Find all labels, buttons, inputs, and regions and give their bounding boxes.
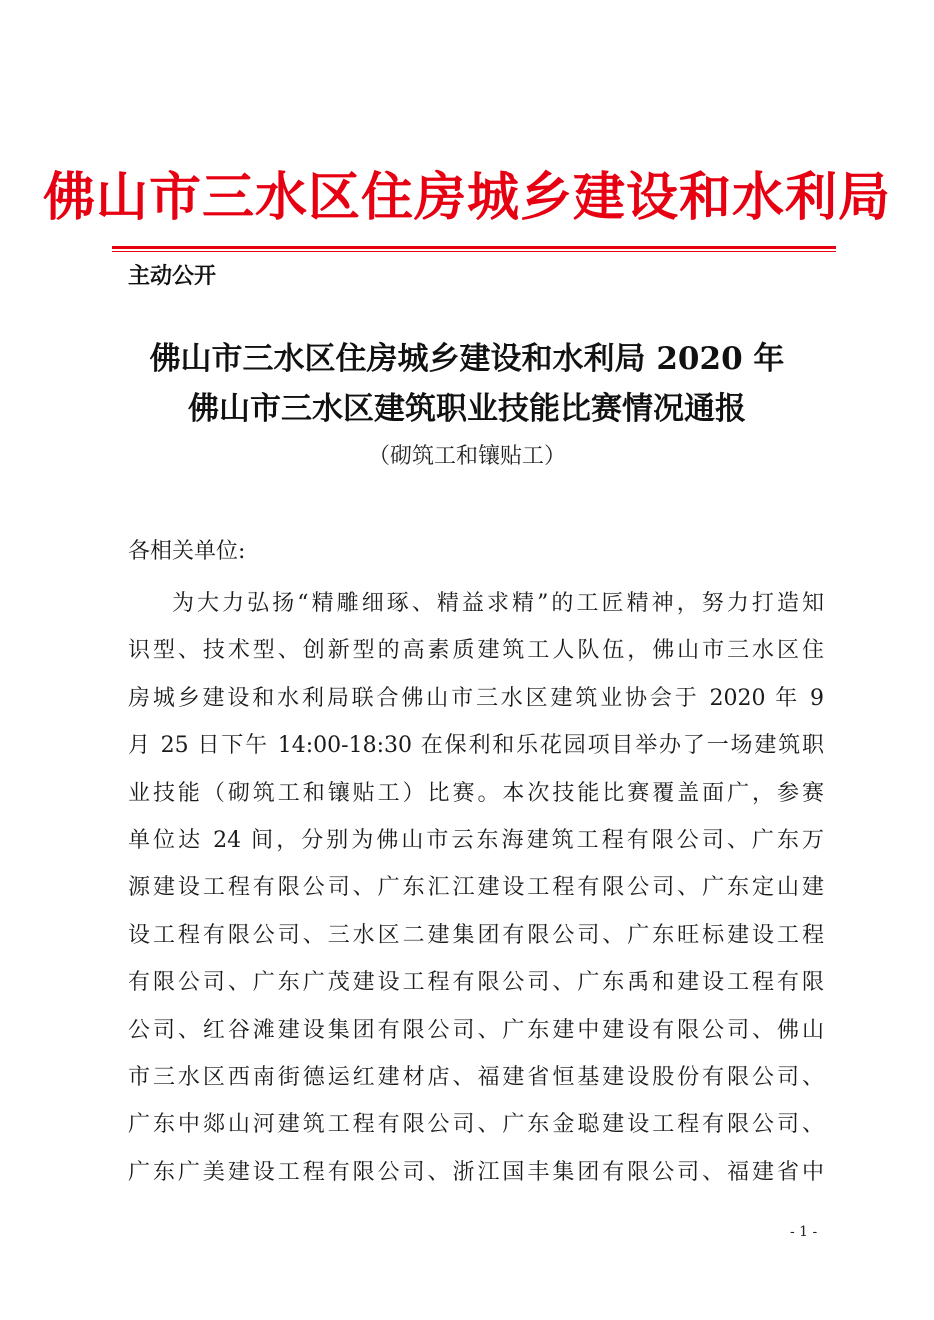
disclosure-label: 主动公开 [128, 264, 217, 289]
body-line: 单位达 24 间，分别为佛山市云东海建筑工程有限公司、广东万 [128, 827, 824, 853]
document-title [0, 334, 934, 434]
red-separator-rule [112, 246, 836, 252]
red-rule-thin [112, 251, 836, 252]
red-rule-thick [112, 246, 836, 249]
letterhead-agency-name: 佛山市三水区住房城乡建设和水利局 [42, 167, 891, 228]
body-line: 公司、红谷滩建设集团有限公司、广东建中建设有限公司、佛山 [128, 1017, 824, 1043]
document-title-line-1: 佛山市三水区住房城乡建设和水利局 2020 年 [149, 341, 785, 377]
page-number: - 1 - [790, 1224, 818, 1240]
body-line: 识型、技术型、创新型的高素质建筑工人队伍，佛山市三水区住 [128, 638, 824, 664]
body-line: 有限公司、广东广茂建设工程有限公司、广东禹和建设工程有限 [128, 970, 824, 996]
body-line: 业技能（砌筑工和镶贴工）比赛。本次技能比赛覆盖面广，参赛 [128, 780, 824, 806]
body-line: 设工程有限公司、三水区二建集团有限公司、广东旺标建设工程 [128, 922, 824, 948]
body-line: 市三水区西南街德运红建材店、福建省恒基建设股份有限公司、 [128, 1064, 824, 1090]
salutation: 各相关单位: [128, 539, 246, 564]
body-text [128, 580, 824, 1196]
document-title-line-2: 佛山市三水区建筑职业技能比赛情况通报 [188, 391, 746, 427]
body-line: 为大力弘扬“精雕细琢、精益求精”的工匠精神，努力打造知 [172, 591, 824, 616]
body-line: 广东广美建设工程有限公司、浙江国丰集团有限公司、福建省中 [128, 1159, 824, 1185]
document-subtitle: （砌筑工和镶贴工） [367, 444, 566, 469]
body-line: 广东中郯山河建筑工程有限公司、广东金聪建设工程有限公司、 [128, 1112, 824, 1138]
body-line: 源建设工程有限公司、广东汇江建设工程有限公司、广东定山建 [128, 875, 824, 901]
body-line: 月 25 日下午 14:00-18:30 在保利和乐花园项目举办了一场建筑职 [128, 733, 824, 759]
body-line: 房城乡建设和水利局联合佛山市三水区建筑业协会于 2020 年 9 [128, 685, 824, 711]
